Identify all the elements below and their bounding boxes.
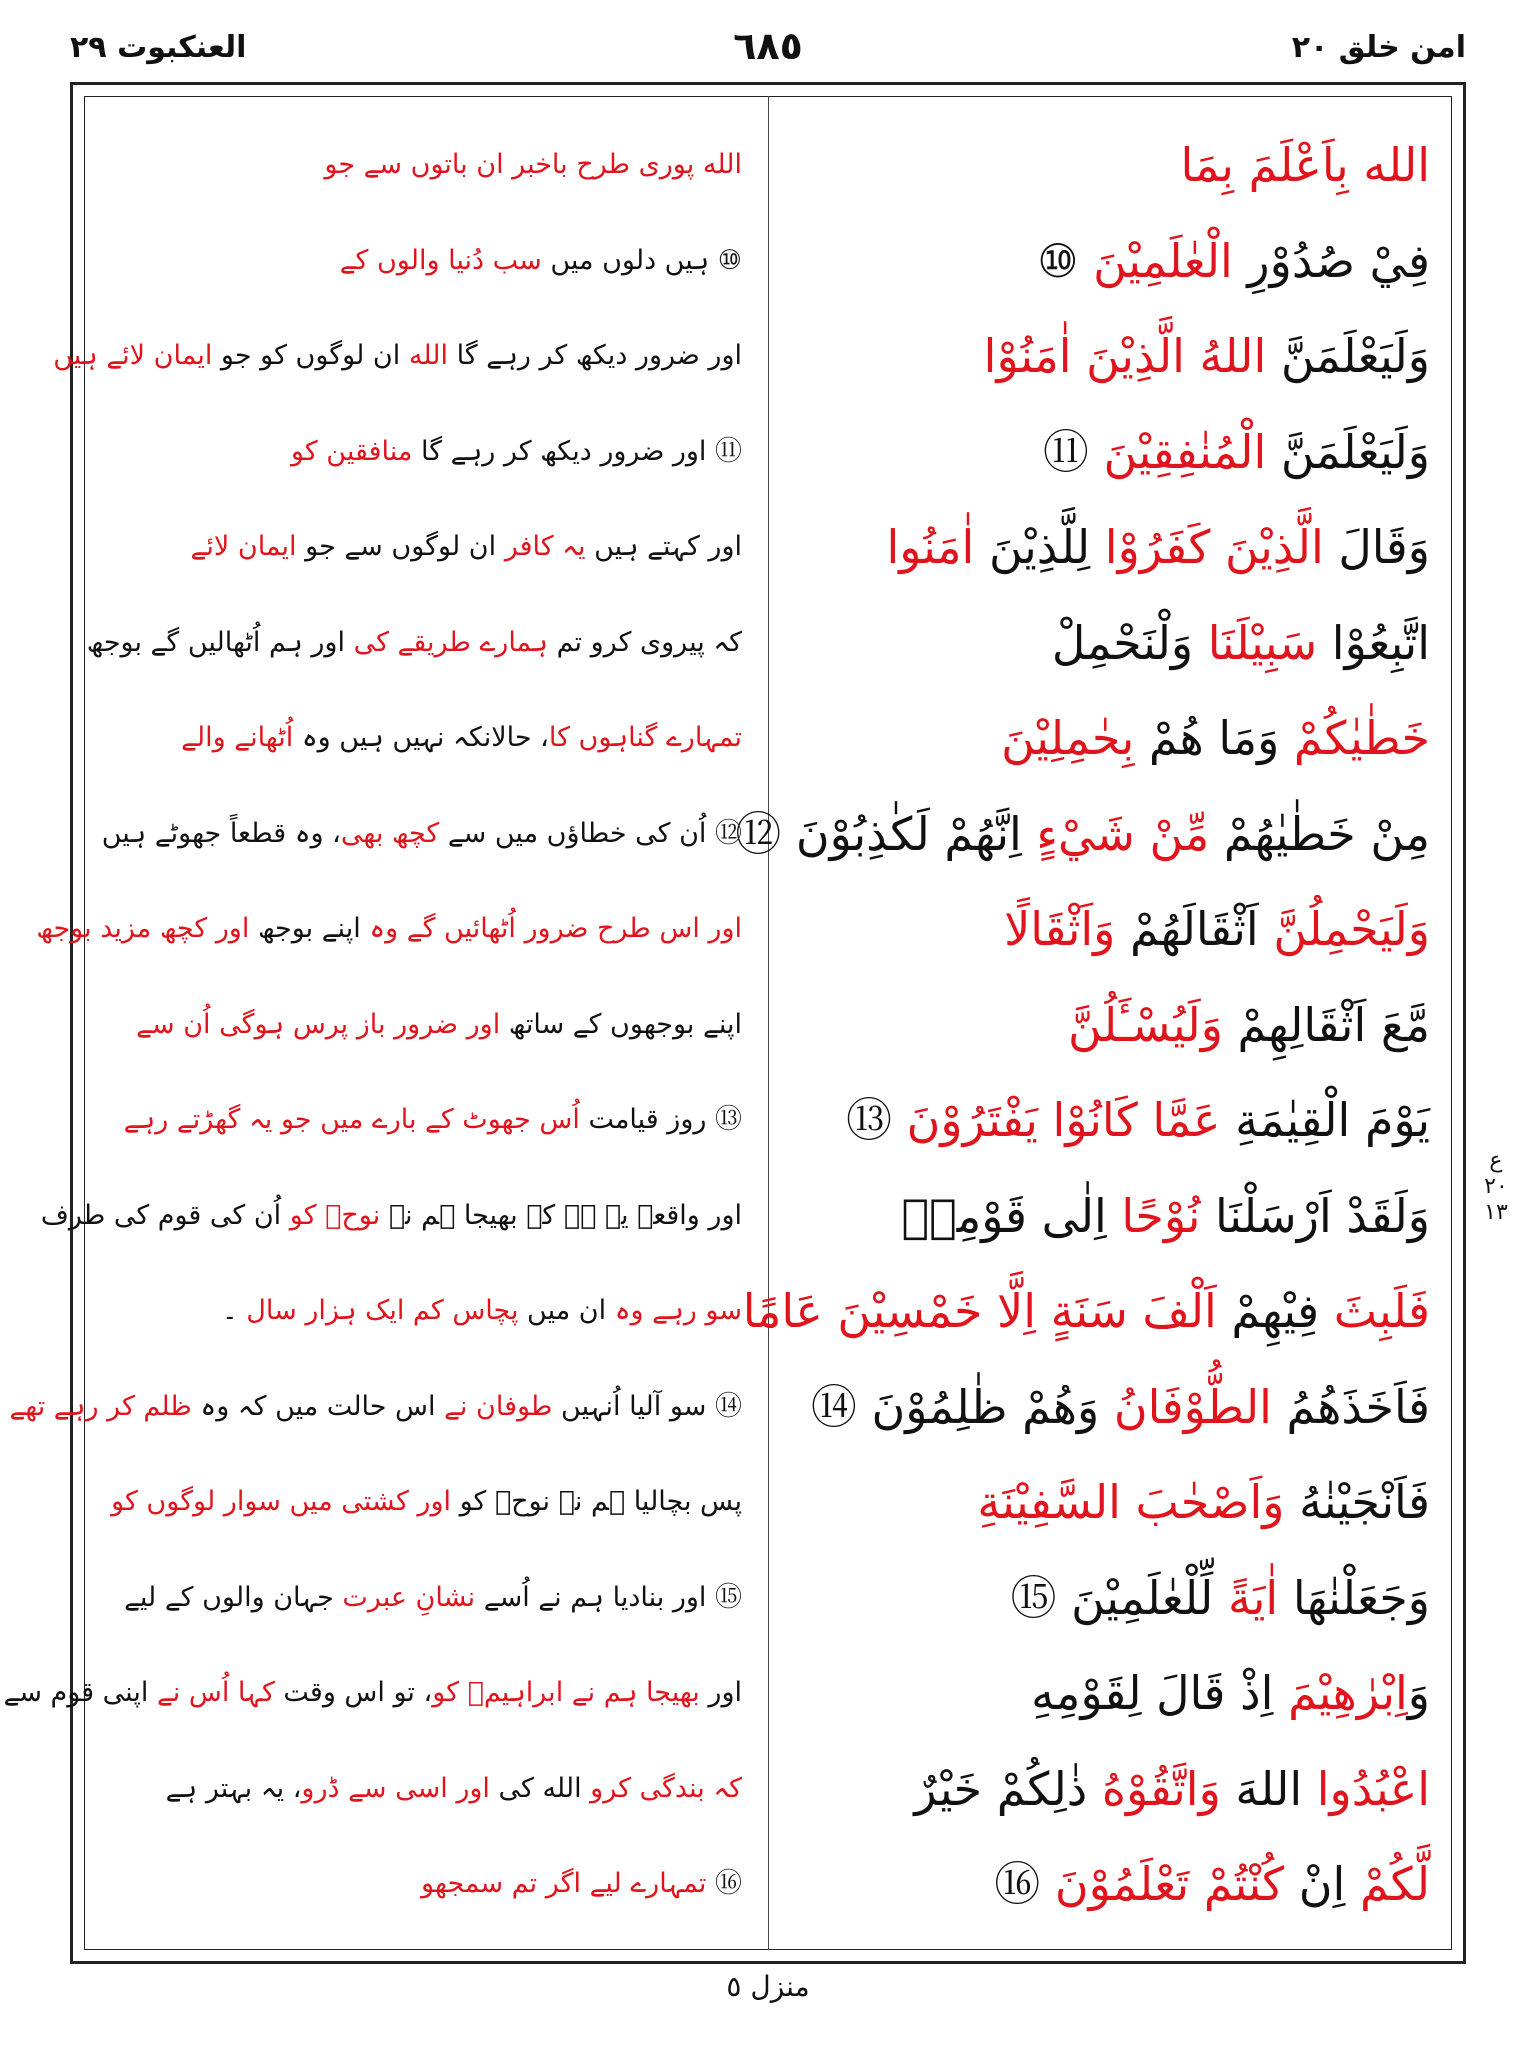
urdu-segment: یہ کافر (504, 531, 586, 562)
urdu-segment: پچاس کم ایک ہزار سال (246, 1295, 519, 1326)
arabic-verse-line (790, 1750, 1430, 1828)
urdu-segment: ، حالانکہ نہیں ہیں وہ (293, 722, 549, 753)
urdu-segment: ⑪ (706, 435, 742, 467)
arabic-segment: ⑬ (845, 1093, 907, 1147)
urdu-segment: ، یہ بہتر ہے (165, 1772, 302, 1804)
urdu-translation-line (102, 230, 742, 292)
arabic-segment: خَطٰيٰكُمْ (1293, 711, 1430, 765)
arabic-segment: نُوْحًا (1121, 1188, 1201, 1243)
urdu-translation-line (102, 707, 742, 769)
arabic-segment: اللهَ (1220, 1761, 1317, 1816)
urdu-segment: اُن کی قوم کی طرف (40, 1199, 290, 1231)
urdu-segment: نوحؑ کو (289, 1199, 381, 1231)
arabic-segment: وَلَقَدْ اَرْسَلْنَا (1200, 1188, 1430, 1243)
arabic-segment: مِنْ خَطٰيٰهُمْ (1209, 806, 1430, 861)
urdu-segment: ⑭ (706, 1390, 742, 1422)
arabic-verse-line (790, 890, 1430, 968)
verse-row (84, 980, 1452, 1070)
arabic-verse-line (790, 1845, 1430, 1923)
urdu-segment: سو رہے وہ (614, 1295, 742, 1326)
manzil-footer: منزل ٥ (726, 1970, 810, 2003)
arabic-segment: لِّلْعٰلَمِيْنَ ⑮ (1010, 1570, 1228, 1625)
arabic-segment: مِّنْ شَيْءٍ (1036, 806, 1210, 861)
verse-row (40, 1171, 1452, 1261)
arabic-segment: وَلَيَحْمِلُنَّ (1273, 902, 1430, 956)
verse-row (84, 1075, 1452, 1165)
arabic-segment: فَاَخَذَهُمُ (1271, 1379, 1430, 1434)
urdu-translation-line (102, 1758, 742, 1820)
verse-row (84, 1839, 1452, 1929)
urdu-translation-line (36, 898, 742, 960)
arabic-verse-line (790, 604, 1430, 682)
verse-row (53, 311, 1452, 401)
urdu-segment: ۔ (221, 1295, 247, 1326)
surah-name-header: العنكبوت ٢٩ (70, 30, 247, 65)
urdu-segment: اور کشتی میں سوار لوگوں کو (111, 1486, 451, 1517)
arabic-verse-line (790, 986, 1430, 1064)
arabic-segment: فَلَبِثَ (1333, 1284, 1430, 1338)
verse-row (84, 1553, 1452, 1643)
urdu-segment: الله پوری طرح باخبر (503, 149, 742, 180)
urdu-segment: اُس جھوٹ کے بارے میں جو یہ گھڑتے رہے (123, 1104, 580, 1135)
verse-row (9, 1362, 1452, 1452)
urdu-translation-line (102, 134, 742, 196)
urdu-translation-line (40, 1185, 742, 1247)
urdu-segment: اور اس طرح ضرور اُٹھائیں گے وہ (369, 913, 742, 944)
urdu-translation-line (102, 1853, 742, 1915)
verse-row (84, 1457, 1452, 1547)
urdu-segment: سو آلیا اُنہیں (552, 1390, 707, 1422)
urdu-segment: الله (408, 340, 448, 371)
urdu-translation-line (102, 803, 742, 865)
arabic-segment: مَّعَ اَثْقَالِهِمْ (1222, 997, 1430, 1052)
urdu-segment: اور ہم اُٹھالیں گے بوجھ (86, 626, 354, 658)
urdu-segment: اور (699, 1677, 742, 1708)
urdu-segment: ظلم کر رہے تھے (9, 1390, 192, 1422)
arabic-verse-line (790, 1177, 1430, 1255)
verse-row (84, 216, 1452, 306)
verse-row (84, 693, 1452, 783)
urdu-segment: اپنی قوم سے (3, 1677, 157, 1708)
arabic-segment: ⑩ (1037, 233, 1094, 288)
arabic-verse-line (790, 508, 1430, 586)
urdu-translation-line (102, 1471, 742, 1533)
arabic-segment: اَلْفَ سَنَةٍ اِلَّا خَمْسِيْنَ عَامًا (742, 1284, 1217, 1338)
urdu-segment: ⑯ (706, 1868, 742, 1899)
arabic-segment: فِيْهِمْ (1216, 1284, 1334, 1338)
arabic-segment: الْمُنٰفِقِيْنَ (1103, 424, 1267, 479)
arabic-verse-line (735, 795, 1430, 873)
arabic-segment: الْعٰلَمِيْنَ (1093, 233, 1233, 288)
arabic-segment: بِحٰمِلِيْنَ (1001, 711, 1135, 765)
arabic-verse-line (790, 1081, 1430, 1159)
urdu-segment: کہا اُس نے (156, 1677, 275, 1708)
arabic-verse-line (742, 1272, 1430, 1350)
urdu-segment: سب دُنیا والوں کے (339, 244, 542, 276)
urdu-translation-line (86, 612, 742, 674)
arabic-segment: اعْبُدُوا (1316, 1761, 1430, 1816)
urdu-segment: اور کہتے ہیں (585, 531, 742, 562)
arabic-segment: وَلَيُسْـَٔلُنَّ (1068, 997, 1223, 1052)
urdu-segment: اور ضرور دیکھ کر رہے گا (448, 340, 742, 371)
verse-row (84, 1266, 1452, 1356)
arabic-verse-line (790, 1463, 1430, 1541)
ruku-marker: ع ٢٠ ١٣ (1484, 1148, 1508, 1225)
arabic-segment: الطُّوْفَانُ (1113, 1379, 1272, 1434)
arabic-segment: ذٰلِكُمْ خَيْرٌ (914, 1761, 1102, 1816)
urdu-segment: کچھ بھی (340, 817, 440, 849)
urdu-segment: ایمان لائے ہیں (53, 340, 213, 371)
urdu-segment: ⑮ (706, 1581, 742, 1613)
urdu-segment: ، وہ قطعاً جھوٹے ہیں (101, 817, 341, 849)
verse-row (84, 407, 1452, 497)
urdu-segment: پس بچالیا ہم نے نوحؑ کو (451, 1486, 742, 1517)
arabic-segment: وَاَثْقَالًا (1004, 902, 1116, 956)
arabic-segment: وَلَيَعْلَمَنَّ (1266, 329, 1430, 383)
arabic-segment: وَلَيَعْلَمَنَّ (1266, 424, 1430, 479)
urdu-segment: ⑫ (706, 817, 742, 849)
arabic-segment: وَاتَّقُوْهُ (1101, 1761, 1221, 1816)
urdu-translation-line (102, 421, 742, 483)
urdu-segment: ہیں دلوں میں (541, 244, 710, 276)
urdu-segment: روز قیامت (579, 1104, 707, 1135)
arabic-verse-line (790, 1368, 1430, 1446)
urdu-segment: تمہارے لیے اگر تم سمجھو (421, 1868, 707, 1899)
urdu-segment: اُٹھانے والے (181, 722, 294, 753)
arabic-segment: لِلَّذِيْنَ (974, 520, 1105, 574)
urdu-segment: کہ پیروی کرو تم (547, 626, 742, 658)
arabic-segment: ⑯ (994, 1857, 1055, 1911)
urdu-segment: اور ضرور دیکھ کر رہے گا (412, 435, 707, 467)
urdu-segment: تمہارے گناہوں کا (548, 722, 742, 753)
urdu-segment: اپنے بوجھ (249, 913, 370, 944)
urdu-translation-line (9, 1376, 742, 1438)
urdu-segment: جہان والوں کے لیے (124, 1581, 343, 1613)
arabic-segment: اِلٰى قَوْمِهٖ (901, 1188, 1122, 1243)
arabic-segment: اللهُ الَّذِيْنَ (1071, 329, 1267, 383)
arabic-segment: اَثْقَالَهُمْ (1115, 902, 1274, 956)
urdu-segment: ان لوگوں سے جو (296, 531, 505, 562)
verse-row (84, 1744, 1452, 1834)
urdu-translation-line (102, 994, 742, 1056)
arabic-verse-line (790, 413, 1430, 491)
urdu-translation-line (102, 1089, 742, 1151)
urdu-segment: اُن کی خطاؤں میں سے (439, 817, 707, 849)
arabic-segment: كُنْتُمْ تَعْلَمُوْنَ (1054, 1857, 1285, 1911)
arabic-segment: اِنَّهُمْ لَكٰذِبُوْنَ ⑫ (735, 806, 1037, 861)
urdu-segment: ان باتوں سے جو (324, 149, 504, 180)
arabic-segment: اِذْ قَالَ لِقَوْمِهِ (1031, 1666, 1289, 1720)
arabic-segment: اِبْرٰهِيْمَ (1288, 1666, 1408, 1720)
arabic-verse-line (790, 126, 1430, 204)
urdu-segment: ، تو اس وقت (274, 1677, 433, 1708)
arabic-segment: سَبِيْلَنَا (1207, 615, 1318, 670)
arabic-segment: عَمَّا كَانُوْا يَفْتَرُوْنَ (906, 1093, 1221, 1147)
urdu-segment: اور اسی سے ڈرو (301, 1772, 490, 1804)
urdu-segment: منافقین کو (290, 435, 413, 467)
arabic-segment: الَّذِيْنَ كَفَرُوْا (1104, 520, 1324, 574)
verse-row (36, 884, 1452, 974)
urdu-segment: ⑬ (706, 1104, 742, 1135)
arabic-segment: اِنْ (1284, 1857, 1360, 1911)
urdu-translation-line (3, 1662, 742, 1724)
urdu-translation-line (53, 325, 742, 387)
urdu-segment: اور بنادیا ہم نے اُسے (475, 1581, 707, 1613)
arabic-segment: وَمَا هُمْ (1134, 711, 1294, 765)
arabic-segment: وَهُمْ ظٰلِمُوْنَ ⑭ (810, 1379, 1114, 1434)
arabic-verse-line (790, 699, 1430, 777)
urdu-segment: ایمان لائے (190, 531, 297, 562)
page-number: ٦٨٥ (733, 24, 803, 68)
arabic-segment: وَجَعَلْنٰهَا (1278, 1570, 1430, 1625)
urdu-segment: ان لوگوں کو جو (212, 340, 409, 371)
verse-row (84, 120, 1452, 210)
arabic-segment: وَلْنَحْمِلْ (1051, 615, 1208, 670)
arabic-verse-line (790, 222, 1430, 300)
urdu-segment: اس حالت میں کہ وہ (191, 1390, 445, 1422)
arabic-verse-line (790, 1559, 1430, 1637)
urdu-segment: اور کچھ مزید بوجھ (36, 913, 250, 944)
urdu-translation-line (102, 1280, 742, 1342)
arabic-segment: اٰيَةً (1227, 1570, 1279, 1625)
arabic-segment: لَّكُمْ (1359, 1857, 1430, 1911)
urdu-segment: اور واقعہ یہ ہے کہ بھیجا ہم نے (380, 1199, 742, 1231)
verse-row (84, 598, 1452, 688)
urdu-segment: ہمارے طریقے کی (353, 626, 548, 658)
urdu-segment: بھیجا ہم نے ابراہیمؑ کو (432, 1677, 700, 1708)
verse-row (84, 502, 1452, 592)
urdu-segment: ان میں (518, 1295, 615, 1326)
urdu-translation-line (102, 1567, 742, 1629)
arabic-segment: الله بِاَعْلَمَ بِمَا (1180, 138, 1430, 192)
arabic-segment: يَوْمَ الْقِيٰمَةِ (1220, 1093, 1430, 1147)
arabic-segment: وَقَالَ (1323, 520, 1430, 574)
urdu-translation-line (102, 516, 742, 578)
urdu-segment: اپنے بوجھوں کے ساتھ (500, 1008, 742, 1040)
arabic-segment: اٰمَنُوْا (983, 329, 1072, 383)
verse-row (3, 1648, 1452, 1738)
arabic-segment: اتَّبِعُوْا (1317, 615, 1430, 670)
urdu-segment: ⑩ (709, 244, 742, 276)
arabic-segment: فِيْ صُدُوْرِ (1232, 233, 1430, 288)
arabic-verse-line (790, 317, 1430, 395)
urdu-segment: الله کی (489, 1772, 591, 1804)
urdu-segment: طوفان نے (444, 1390, 553, 1422)
para-name-header: امن خلق ٢٠ (1291, 30, 1466, 65)
urdu-segment: اور ضرور باز پرس ہوگی اُن سے (136, 1008, 501, 1040)
arabic-segment: اٰمَنُوا (886, 520, 975, 574)
verse-row (84, 789, 1452, 879)
arabic-verse-line (790, 1654, 1430, 1732)
arabic-segment: ⑪ (1042, 424, 1104, 479)
arabic-segment: وَ (1407, 1666, 1430, 1720)
arabic-segment: فَاَنْجَيْنٰهُ (1284, 1475, 1430, 1529)
urdu-segment: کہ بندگی کرو (590, 1772, 742, 1804)
arabic-segment: وَاَصْحٰبَ السَّفِيْنَةِ (977, 1475, 1285, 1529)
urdu-segment: نشانِ عبرت (342, 1581, 476, 1613)
